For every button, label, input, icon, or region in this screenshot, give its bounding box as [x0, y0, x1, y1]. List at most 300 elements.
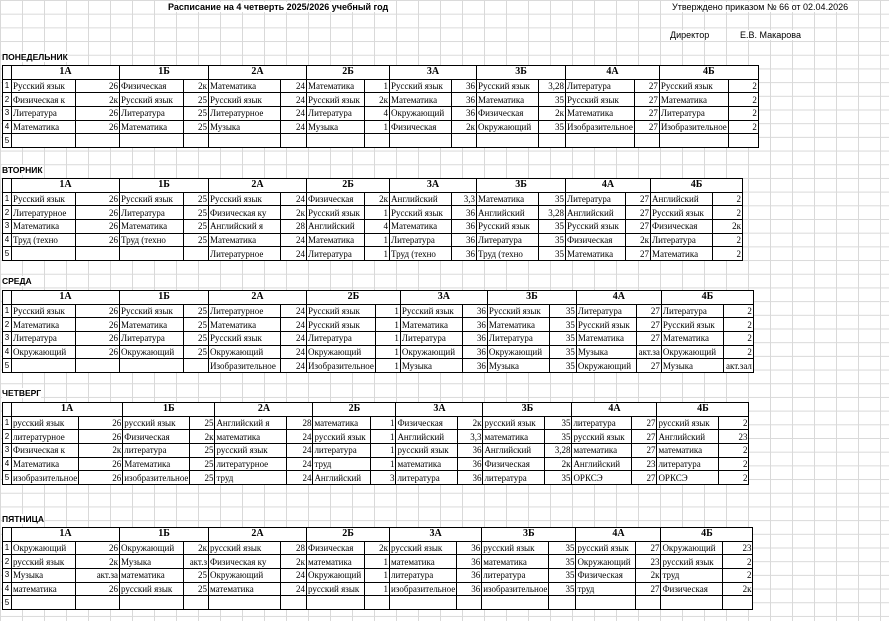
room-cell[interactable]: 35 — [549, 555, 576, 569]
subject-cell[interactable]: математика — [390, 555, 457, 569]
subject-cell[interactable]: Литература — [307, 107, 365, 121]
room-cell[interactable]: 4 — [365, 107, 390, 121]
room-cell[interactable]: 2 — [723, 332, 753, 346]
subject-cell[interactable]: математика — [307, 555, 365, 569]
subject-cell[interactable]: Изобразительное — [308, 360, 374, 371]
class-header-cell[interactable]: 2А — [209, 291, 307, 305]
subject-cell[interactable]: математика — [313, 416, 371, 430]
subject-cell[interactable]: математика — [657, 444, 719, 458]
room-cell[interactable]: 2к — [365, 541, 390, 555]
room-cell[interactable]: 25 — [184, 93, 209, 107]
cell[interactable] — [3, 179, 12, 193]
lesson-number-cell[interactable]: 3 — [3, 220, 12, 234]
room-cell[interactable]: 25 — [184, 318, 209, 332]
room-cell[interactable]: 35 — [539, 93, 566, 107]
room-cell[interactable]: 2к — [458, 416, 483, 430]
room-cell[interactable] — [184, 596, 209, 610]
sheet-title[interactable]: Расписание на 4 четверть 2025/2026 учебный год — [168, 2, 389, 12]
room-cell[interactable]: 35 — [545, 430, 572, 444]
room-cell[interactable]: 36 — [458, 457, 483, 471]
room-cell[interactable]: 35 — [549, 318, 576, 332]
subject-cell[interactable]: литература — [396, 471, 458, 485]
director-name[interactable]: Е.В. Макарова — [740, 30, 801, 40]
subject-cell[interactable]: Русский язык — [477, 79, 539, 93]
subject-cell[interactable]: Английский — [307, 220, 365, 234]
subject-cell[interactable]: математика — [120, 569, 184, 583]
subject-cell[interactable]: Английский — [572, 457, 632, 471]
room-cell[interactable]: 26 — [76, 206, 120, 220]
subject-cell[interactable]: Русский язык — [400, 304, 462, 318]
subject-cell[interactable]: Физическая к — [12, 444, 79, 458]
room-cell[interactable] — [184, 359, 209, 373]
subject-cell[interactable]: Русский язык — [576, 318, 636, 332]
room-cell[interactable]: 24 — [281, 247, 307, 261]
subject-cell[interactable]: русский язык — [390, 541, 457, 555]
class-header-cell[interactable]: 3Б — [483, 403, 572, 417]
subject-cell[interactable]: Математика — [307, 233, 365, 247]
room-cell[interactable] — [539, 134, 566, 148]
room-cell[interactable]: 1 — [365, 79, 390, 93]
room-cell[interactable]: 25 — [184, 345, 209, 359]
subject-cell[interactable]: ОРКСЭ — [572, 471, 632, 485]
subject-cell[interactable] — [307, 596, 365, 610]
room-cell[interactable]: 2к — [545, 457, 572, 471]
room-cell[interactable]: 2 — [728, 79, 758, 93]
room-cell[interactable]: 35 — [549, 332, 576, 346]
room-cell[interactable]: 3,28 — [539, 79, 566, 93]
subject-cell[interactable]: Математика — [209, 318, 281, 332]
room-cell[interactable]: 35 — [539, 120, 566, 134]
room-cell[interactable]: 36 — [452, 206, 477, 220]
subject-cell[interactable]: Литература — [120, 206, 184, 220]
subject-cell[interactable]: Русский язык — [307, 206, 365, 220]
room-cell[interactable]: 35 — [539, 220, 566, 234]
room-cell[interactable]: 1 — [371, 416, 396, 430]
lesson-number-cell[interactable]: 3 — [3, 332, 12, 346]
subject-cell[interactable]: Английский — [651, 192, 713, 206]
class-header-cell[interactable]: 3А — [396, 403, 483, 417]
subject-cell[interactable] — [209, 596, 281, 610]
subject-cell[interactable]: Математика — [390, 93, 452, 107]
subject-cell[interactable]: Физическая ку — [209, 555, 281, 569]
subject-cell[interactable]: литературное — [215, 457, 287, 471]
subject-cell[interactable]: Английский — [313, 471, 371, 485]
subject-cell[interactable]: Русский язык — [209, 332, 281, 346]
subject-cell[interactable]: Литературное — [12, 206, 76, 220]
subject-cell[interactable]: Английский я — [215, 416, 287, 430]
room-cell[interactable]: 1 — [375, 332, 400, 346]
room-cell[interactable]: 25 — [190, 444, 215, 458]
class-header-cell[interactable]: 3А — [390, 528, 482, 542]
subject-cell[interactable]: Математика — [12, 120, 76, 134]
room-cell[interactable]: 1 — [365, 120, 390, 134]
room-cell[interactable]: 25 — [184, 569, 209, 583]
subject-cell[interactable]: Музыка — [576, 345, 636, 359]
subject-cell[interactable]: Окружающий — [576, 555, 636, 569]
room-cell[interactable]: 27 — [626, 206, 651, 220]
room-cell[interactable]: 26 — [76, 233, 120, 247]
subject-cell[interactable] — [120, 596, 184, 610]
lesson-number-cell[interactable]: 5 — [3, 596, 12, 610]
room-cell[interactable]: 35 — [549, 304, 576, 318]
class-header-cell[interactable]: 1А — [12, 66, 120, 80]
class-header-cell[interactable]: 1А — [12, 179, 120, 193]
class-header-cell[interactable]: 2А — [209, 528, 307, 542]
room-cell[interactable]: 1 — [365, 247, 390, 261]
subject-cell[interactable] — [390, 596, 457, 610]
subject-cell[interactable] — [12, 247, 76, 261]
subject-cell[interactable]: русский язык — [572, 430, 632, 444]
subject-cell[interactable]: Музыка — [400, 359, 462, 373]
subject-cell[interactable]: математика — [12, 582, 76, 596]
room-cell[interactable]: 36 — [462, 304, 487, 318]
room-cell[interactable]: 2 — [723, 318, 753, 332]
room-cell[interactable]: 36 — [457, 582, 482, 596]
room-cell[interactable]: 28 — [281, 541, 307, 555]
subject-cell[interactable] — [12, 134, 76, 148]
class-header-cell[interactable]: 2Б — [307, 66, 390, 80]
subject-cell[interactable]: Физическая — [120, 79, 184, 93]
subject-cell[interactable]: Английский — [477, 206, 539, 220]
subject-cell[interactable]: Физическая — [477, 107, 539, 121]
room-cell[interactable]: 2 — [713, 192, 743, 206]
subject-cell[interactable]: изобразительное — [391, 584, 456, 595]
subject-cell[interactable]: Математика — [12, 220, 76, 234]
subject-cell[interactable]: математика — [483, 430, 545, 444]
subject-cell[interactable]: Английский — [390, 192, 452, 206]
subject-cell[interactable]: Труд (техно — [477, 247, 539, 261]
room-cell[interactable]: 36 — [462, 359, 487, 373]
subject-cell[interactable]: Музыка — [209, 120, 281, 134]
room-cell[interactable]: 23 — [632, 457, 657, 471]
room-cell[interactable]: 2 — [719, 444, 749, 458]
subject-cell[interactable]: Изобразительное — [567, 122, 633, 133]
room-cell[interactable]: 27 — [632, 416, 657, 430]
subject-cell[interactable]: литература — [123, 444, 190, 458]
subject-cell[interactable]: Физическая — [483, 457, 545, 471]
cell[interactable] — [3, 528, 12, 542]
class-header-cell[interactable]: 4Б — [659, 66, 758, 80]
subject-cell[interactable]: Русский язык — [661, 318, 723, 332]
room-cell[interactable]: 1 — [375, 304, 400, 318]
subject-cell[interactable]: Русский язык — [390, 206, 452, 220]
room-cell[interactable]: 2 — [723, 569, 753, 583]
class-header-cell[interactable]: 3А — [390, 66, 477, 80]
room-cell[interactable]: 25 — [184, 120, 209, 134]
subject-cell[interactable]: русский язык — [120, 582, 184, 596]
lesson-number-cell[interactable]: 3 — [3, 569, 12, 583]
lesson-number-cell[interactable]: 3 — [3, 444, 12, 458]
subject-cell[interactable]: Литература — [651, 233, 713, 247]
lesson-number-cell[interactable]: 2 — [3, 430, 12, 444]
room-cell[interactable]: 36 — [458, 444, 483, 458]
subject-cell[interactable]: литература — [313, 444, 371, 458]
class-header-cell[interactable]: 1Б — [120, 528, 209, 542]
subject-cell[interactable]: русский язык — [313, 430, 371, 444]
subject-cell[interactable]: Изобразительное — [209, 359, 281, 373]
room-cell[interactable]: 25 — [184, 304, 209, 318]
subject-cell[interactable]: русский язык — [483, 416, 545, 430]
room-cell[interactable]: 2к — [452, 120, 477, 134]
room-cell[interactable]: 27 — [636, 359, 661, 373]
room-cell[interactable]: 2к — [636, 569, 661, 583]
subject-cell[interactable]: Окружающий — [390, 107, 452, 121]
subject-cell[interactable]: Изобразительное — [660, 122, 727, 133]
room-cell[interactable]: 25 — [184, 233, 209, 247]
subject-cell[interactable] — [209, 134, 281, 148]
room-cell[interactable]: 27 — [626, 192, 651, 206]
subject-cell[interactable]: изобразительное — [483, 584, 548, 595]
room-cell[interactable]: 2к — [539, 107, 566, 121]
class-header-cell[interactable]: 3Б — [477, 179, 566, 193]
room-cell[interactable]: 24 — [281, 345, 307, 359]
subject-cell[interactable]: Русский язык — [12, 79, 76, 93]
room-cell[interactable]: 1 — [365, 206, 390, 220]
subject-cell[interactable]: Литература — [659, 107, 728, 121]
subject-cell[interactable]: Математика — [123, 457, 190, 471]
room-cell[interactable]: 26 — [76, 332, 120, 346]
room-cell[interactable]: 2к — [76, 93, 120, 107]
room-cell[interactable]: 35 — [549, 582, 576, 596]
room-cell[interactable]: 25 — [190, 457, 215, 471]
subject-cell[interactable]: Русский язык — [487, 304, 549, 318]
subject-cell[interactable]: Математика — [651, 247, 713, 261]
room-cell[interactable]: 27 — [634, 93, 659, 107]
lesson-number-cell[interactable]: 5 — [3, 247, 12, 261]
subject-cell[interactable]: литература — [482, 569, 549, 583]
class-header-cell[interactable]: 4Б — [661, 291, 753, 305]
subject-cell[interactable]: Труд (техно — [12, 233, 76, 247]
room-cell[interactable]: 2 — [719, 457, 749, 471]
room-cell[interactable] — [634, 134, 659, 148]
subject-cell[interactable]: Литература — [576, 304, 636, 318]
room-cell[interactable]: 3,28 — [539, 206, 566, 220]
subject-cell[interactable]: Математика — [209, 79, 281, 93]
subject-cell[interactable]: Труд (техно — [120, 233, 184, 247]
room-cell[interactable]: 1 — [371, 457, 396, 471]
room-cell[interactable]: 26 — [76, 318, 120, 332]
subject-cell[interactable]: Литературное — [209, 107, 281, 121]
subject-cell[interactable]: русский язык — [576, 541, 636, 555]
subject-cell[interactable]: изобразительное — [124, 472, 189, 483]
room-cell[interactable]: 27 — [636, 582, 661, 596]
subject-cell[interactable]: Математика — [566, 247, 626, 261]
class-header-cell[interactable]: 3Б — [487, 291, 576, 305]
subject-cell[interactable]: Литература — [307, 332, 376, 346]
subject-cell[interactable]: литература — [572, 416, 632, 430]
room-cell[interactable]: 36 — [452, 220, 477, 234]
room-cell[interactable]: 1 — [365, 233, 390, 247]
class-header-cell[interactable]: 1А — [12, 291, 120, 305]
room-cell[interactable]: акт.за — [636, 345, 661, 359]
room-cell[interactable]: акт.з — [184, 555, 209, 569]
subject-cell[interactable]: Математика — [566, 107, 635, 121]
room-cell[interactable]: 35 — [549, 345, 576, 359]
subject-cell[interactable]: Литература — [12, 107, 76, 121]
class-header-cell[interactable]: 3Б — [477, 66, 566, 80]
subject-cell[interactable]: Русский язык — [307, 304, 376, 318]
room-cell[interactable]: 35 — [539, 192, 566, 206]
room-cell[interactable]: 26 — [76, 345, 120, 359]
subject-cell[interactable]: Музыка — [307, 120, 365, 134]
room-cell[interactable]: 27 — [632, 430, 657, 444]
subject-cell[interactable]: Окружающий — [209, 569, 281, 583]
room-cell[interactable]: 24 — [281, 359, 307, 373]
lesson-number-cell[interactable]: 2 — [3, 93, 12, 107]
room-cell[interactable]: 23 — [636, 555, 661, 569]
subject-cell[interactable]: литература — [390, 569, 457, 583]
class-header-cell[interactable]: 2А — [209, 66, 307, 80]
subject-cell[interactable]: Математика — [120, 318, 184, 332]
subject-cell[interactable]: Математика — [661, 332, 723, 346]
room-cell[interactable] — [728, 134, 758, 148]
room-cell[interactable]: 36 — [452, 247, 477, 261]
room-cell[interactable]: 26 — [79, 457, 123, 471]
room-cell[interactable]: 35 — [549, 541, 576, 555]
class-header-cell[interactable]: 2А — [209, 179, 307, 193]
lesson-number-cell[interactable]: 4 — [3, 345, 12, 359]
room-cell[interactable]: 1 — [371, 444, 396, 458]
room-cell[interactable] — [281, 596, 307, 610]
subject-cell[interactable]: математика — [209, 582, 281, 596]
room-cell[interactable]: 24 — [281, 192, 307, 206]
room-cell[interactable]: 36 — [462, 318, 487, 332]
subject-cell[interactable]: Литература — [120, 332, 184, 346]
subject-cell[interactable]: труд — [215, 471, 287, 485]
room-cell[interactable] — [452, 134, 477, 148]
subject-cell[interactable]: русский язык — [482, 541, 549, 555]
room-cell[interactable]: 23 — [723, 541, 753, 555]
subject-cell[interactable]: Окружающий — [120, 541, 184, 555]
subject-cell[interactable] — [482, 596, 549, 610]
cell[interactable] — [3, 291, 12, 305]
subject-cell[interactable]: Физическая — [661, 582, 723, 596]
room-cell[interactable]: 25 — [184, 192, 209, 206]
class-header-cell[interactable]: 2Б — [307, 291, 401, 305]
class-header-cell[interactable]: 2А — [215, 403, 313, 417]
subject-cell[interactable]: Окружающий — [209, 345, 281, 359]
subject-cell[interactable]: ОРКСЭ — [657, 471, 719, 485]
subject-cell[interactable]: Русский язык — [651, 206, 713, 220]
subject-cell[interactable] — [576, 596, 636, 610]
room-cell[interactable] — [636, 596, 661, 610]
subject-cell[interactable]: Окружающий — [661, 345, 723, 359]
lesson-number-cell[interactable]: 1 — [3, 416, 12, 430]
room-cell[interactable]: 2к — [713, 220, 743, 234]
subject-cell[interactable]: Литература — [120, 107, 184, 121]
room-cell[interactable]: 36 — [457, 569, 482, 583]
subject-cell[interactable] — [659, 134, 728, 148]
room-cell[interactable]: акт.зал — [723, 359, 753, 373]
day-label[interactable]: ЧЕТВЕРГ — [2, 388, 42, 398]
room-cell[interactable]: 27 — [636, 541, 661, 555]
subject-cell[interactable]: Английский — [483, 444, 545, 458]
cell[interactable] — [3, 403, 12, 417]
room-cell[interactable]: 24 — [281, 120, 307, 134]
room-cell[interactable]: 2 — [719, 416, 749, 430]
room-cell[interactable]: 28 — [281, 220, 307, 234]
subject-cell[interactable] — [477, 134, 539, 148]
subject-cell[interactable]: Музыка — [661, 359, 723, 373]
room-cell[interactable] — [76, 134, 120, 148]
room-cell[interactable]: 24 — [281, 569, 307, 583]
room-cell[interactable] — [365, 134, 390, 148]
room-cell[interactable] — [365, 596, 390, 610]
subject-cell[interactable]: Русский язык — [477, 220, 539, 234]
subject-cell[interactable]: Английский — [566, 206, 626, 220]
subject-cell[interactable]: Физическая к — [12, 93, 76, 107]
lesson-number-cell[interactable]: 1 — [3, 79, 12, 93]
room-cell[interactable]: 2к — [184, 541, 209, 555]
room-cell[interactable] — [457, 596, 482, 610]
subject-cell[interactable]: Окружающий — [307, 345, 376, 359]
room-cell[interactable]: 1 — [375, 345, 400, 359]
subject-cell[interactable]: Литература — [661, 304, 723, 318]
room-cell[interactable]: 36 — [452, 233, 477, 247]
room-cell[interactable]: акт.за — [76, 569, 120, 583]
room-cell[interactable]: 36 — [457, 541, 482, 555]
subject-cell[interactable]: Литературное — [209, 247, 281, 261]
lesson-number-cell[interactable]: 4 — [3, 233, 12, 247]
subject-cell[interactable]: Физическая — [307, 192, 365, 206]
subject-cell[interactable]: Окружающий — [120, 345, 184, 359]
room-cell[interactable]: 3,28 — [545, 444, 572, 458]
subject-cell[interactable]: русский язык — [12, 555, 76, 569]
room-cell[interactable]: 35 — [549, 359, 576, 373]
lesson-number-cell[interactable]: 2 — [3, 206, 12, 220]
room-cell[interactable]: 36 — [457, 555, 482, 569]
class-header-cell[interactable]: 4А — [572, 403, 657, 417]
subject-cell[interactable]: Математика — [307, 79, 365, 93]
subject-cell[interactable]: Английский — [396, 430, 458, 444]
room-cell[interactable]: 36 — [452, 79, 477, 93]
room-cell[interactable] — [281, 134, 307, 148]
room-cell[interactable]: 24 — [281, 233, 307, 247]
subject-cell[interactable]: Математика — [576, 332, 636, 346]
room-cell[interactable]: 24 — [287, 430, 313, 444]
room-cell[interactable]: 4 — [365, 220, 390, 234]
subject-cell[interactable]: Окружающий — [400, 345, 462, 359]
room-cell[interactable]: 26 — [76, 220, 120, 234]
room-cell[interactable]: 27 — [634, 107, 659, 121]
subject-cell[interactable]: Математика — [12, 457, 79, 471]
room-cell[interactable]: 2к — [184, 79, 209, 93]
subject-cell[interactable]: русский язык — [215, 444, 287, 458]
room-cell[interactable]: 2к — [76, 555, 120, 569]
class-header-cell[interactable]: 3Б — [482, 528, 576, 542]
room-cell[interactable]: 2 — [728, 93, 758, 107]
subject-cell[interactable]: Физическая — [651, 220, 713, 234]
subject-cell[interactable]: Окружающий — [12, 345, 76, 359]
subject-cell[interactable]: Русский язык — [390, 79, 452, 93]
subject-cell[interactable]: изобразительное — [13, 472, 78, 483]
subject-cell[interactable]: русский язык — [12, 416, 79, 430]
lesson-number-cell[interactable]: 4 — [3, 120, 12, 134]
subject-cell[interactable]: Труд (техно — [390, 247, 452, 261]
room-cell[interactable]: 23 — [719, 430, 749, 444]
room-cell[interactable]: 36 — [452, 107, 477, 121]
subject-cell[interactable]: Литературное — [209, 304, 281, 318]
room-cell[interactable]: 27 — [634, 120, 659, 134]
room-cell[interactable]: 1 — [375, 359, 400, 373]
room-cell[interactable] — [184, 134, 209, 148]
subject-cell[interactable]: русский язык — [661, 555, 723, 569]
day-label[interactable]: ПОНЕДЕЛЬНИК — [2, 52, 68, 62]
room-cell[interactable]: 2к — [281, 206, 307, 220]
class-header-cell[interactable]: 3А — [390, 179, 477, 193]
class-header-cell[interactable]: 4А — [576, 528, 661, 542]
room-cell[interactable]: 3,3 — [452, 192, 477, 206]
